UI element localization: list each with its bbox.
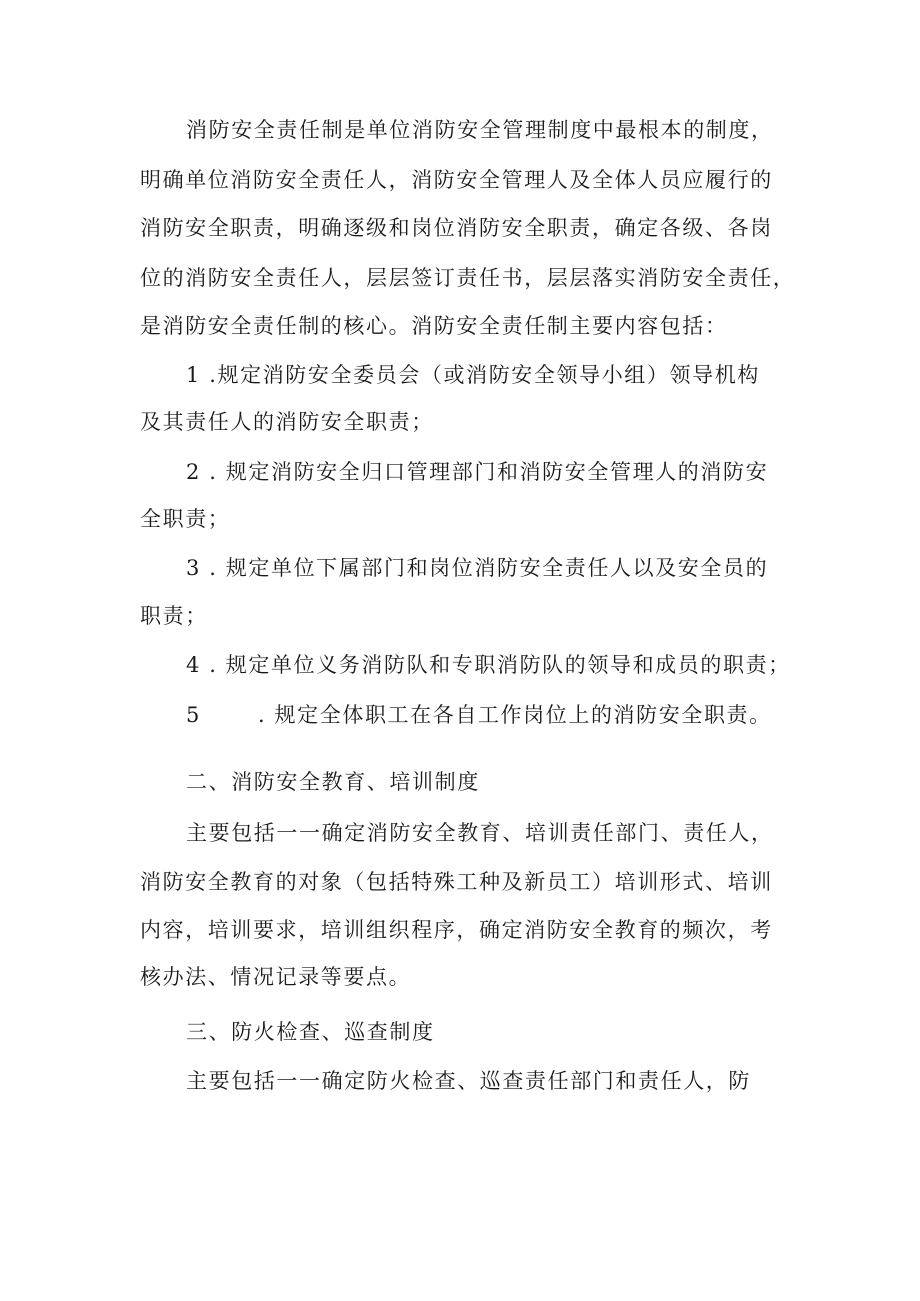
list-item-2-line: 全职责； — [140, 507, 231, 531]
section-2-line: 消防安全教育的对象（包括特殊工种及新员工）培训形式、培训 — [140, 870, 773, 894]
section-3-heading: 三、防火检查、巡查制度 — [186, 1020, 435, 1044]
section-3-line: 主要包括一一确定防火检查、巡查责任部门和责任人，防 — [186, 1069, 751, 1093]
list-item-3-line: 职责； — [140, 604, 208, 628]
section-2-heading: 二、消防安全教育、培训制度 — [186, 770, 480, 794]
list-item-1-line: 1 .规定消防安全委员会（或消防安全领导小组）领导机构 — [186, 363, 760, 387]
list-item-1-line: 及其责任人的消防安全职责； — [140, 410, 434, 434]
paragraph-line: 位的消防安全责任人，层层签订责任书，层层落实消防安全责任， — [140, 266, 796, 290]
list-item-5-number: 5 — [186, 703, 201, 727]
list-item-5-text: . 规定全体职工在各自工作岗位上的消防安全职责。 — [258, 703, 772, 727]
paragraph-line: 明确单位消防安全责任人，消防安全管理人及全体人员应履行的 — [140, 168, 773, 192]
list-item-3-line: 3 . 规定单位下属部门和岗位消防安全责任人以及安全员的 — [186, 556, 769, 580]
list-item-5 — [186, 700, 772, 730]
paragraph-line: 是消防安全责任制的核心。消防安全责任制主要内容包括： — [140, 314, 728, 338]
section-2-line: 核办法、情况记录等要点。 — [140, 965, 412, 989]
list-item-4-line: 4 . 规定单位义务消防队和专职消防队的领导和成员的职责； — [186, 653, 791, 677]
paragraph-line: 消防安全职责，明确逐级和岗位消防安全职责，确定各级、各岗 — [140, 216, 773, 240]
paragraph-line: 消防安全责任制是单位消防安全管理制度中最根本的制度， — [186, 118, 774, 142]
section-2-line: 主要包括一一确定消防安全教育、培训责任部门、责任人， — [186, 821, 774, 845]
section-2-line: 内容，培训要求，培训组织程序，确定消防安全教育的频次，考 — [140, 918, 773, 942]
list-item-2-line: 2 . 规定消防安全归口管理部门和消防安全管理人的消防安 — [186, 460, 769, 484]
